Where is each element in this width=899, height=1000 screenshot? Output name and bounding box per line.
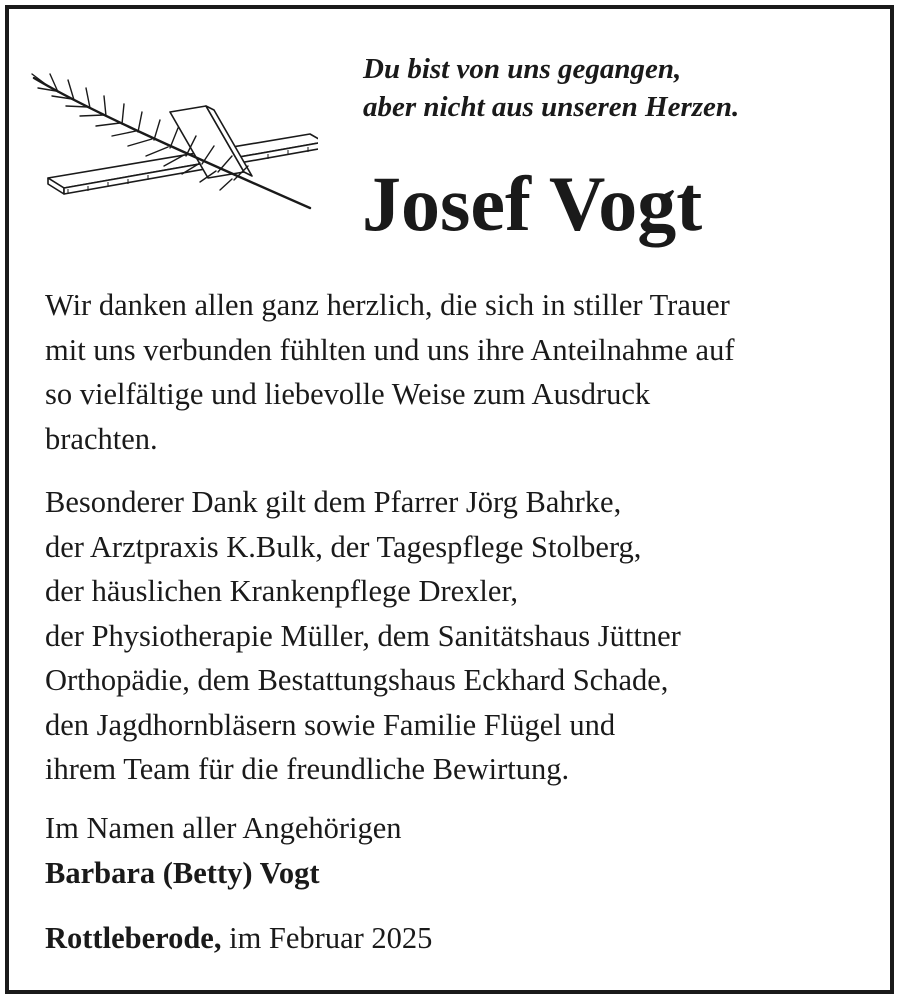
deceased-name: Josef Vogt <box>362 160 703 247</box>
text-line: Besonderer Dank gilt dem Pfarrer Jörg Bahrke, <box>45 485 622 519</box>
text-line: so vielfältige und liebevolle Weise zum Ausdruck <box>45 377 651 411</box>
memorial-quote <box>363 50 863 126</box>
text-line: mit uns verbunden fühlten und uns ihre Anteilnahme auf <box>45 332 735 367</box>
text-line: der Arztpraxis K.Bulk, der Tagespflege Stolberg, <box>45 529 642 564</box>
text-line: Wir danken allen ganz herzlich, die sich in stiller Trauer <box>45 288 730 322</box>
quote-line: Du bist von uns gegangen, <box>363 53 682 85</box>
text-line: Orthopädie, dem Bestattungshaus Eckhard Schade, <box>45 663 669 697</box>
text-line: der häuslichen Krankenpflege Drexler, <box>45 574 519 608</box>
signer-name: Barbara (Betty) Vogt <box>45 855 320 890</box>
signature-intro: Im Namen aller Angehörigen <box>45 811 402 845</box>
text-line: den Jagdhornbläsern sowie Familie Flügel und <box>45 707 616 742</box>
thanks-paragraph <box>45 283 875 461</box>
signature-block <box>45 806 875 895</box>
quote-line: aber nicht aus unseren Herzen. <box>363 91 740 123</box>
text-line: ihrem Team für die freundliche Bewirtung. <box>45 752 570 786</box>
date-text: im Februar 2025 <box>221 921 433 955</box>
place-name: Rottleberode, <box>45 921 222 955</box>
place-date-line <box>45 916 432 961</box>
special-thanks-paragraph <box>45 480 875 792</box>
cross-with-palm-branch-icon <box>28 70 318 215</box>
text-line: brachten. <box>45 421 158 456</box>
text-line: der Physiotherapie Müller, dem Sanitätshaus Jüttner <box>45 618 681 653</box>
